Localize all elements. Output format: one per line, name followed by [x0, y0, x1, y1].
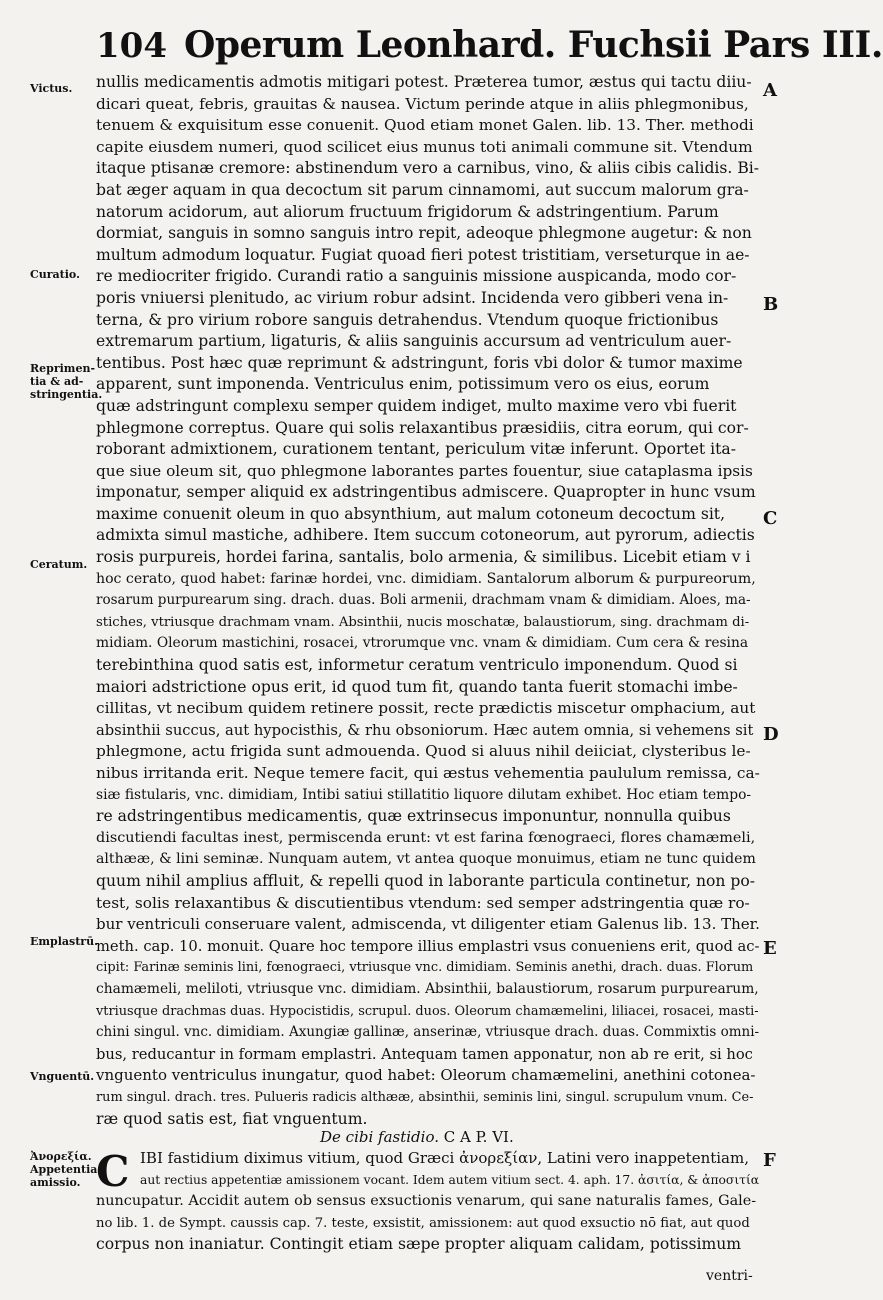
- text-line: midiam. Oleorum mastichini, rosacei, vtrorumque vnc. vnam & dimidiam. Cum cera & resina: [96, 635, 749, 652]
- text-line: nibus irritanda erit. Neque temere facit, qui æstus vehementia paululum remissa, ca-: [96, 764, 760, 782]
- margin-note-anorexia: Ἀνορεξία. Appetentia amissio.: [30, 1150, 98, 1189]
- text-line: terebinthina quod satis est, informetur ceratum ventriculo imponendum. Quod si: [96, 656, 738, 675]
- margin-note-curatio: Curatio.: [30, 268, 80, 281]
- text-line: siæ fistularis, vnc. dimidiam, Intibi satiui stillatitio liquore dilutam exhibet. Hoc etiam tempo-: [96, 786, 752, 803]
- section-letter-a: A: [763, 80, 777, 101]
- text-line: discutiendi facultas inest, permiscenda erunt: vt est farina fœnograeci, flores chamæmeli,: [96, 829, 756, 846]
- text-line: bur ventriculi conseruare valent, admiscenda, vt diligenter etiam Galenus lib. 13. Ther.: [96, 915, 760, 934]
- text-line: itaque ptisanæ cremore: abstinendum vero a carnibus, vino, & aliis cibis calidis. Bi-: [96, 159, 760, 178]
- margin-note-emplastrum: Emplastrū.: [30, 935, 98, 948]
- text-line: imponatur, semper aliquid ex adstringentibus admiscere. Quapropter in hunc vsum: [96, 483, 756, 502]
- chapter-text-line: corpus non inaniatur. Contingit etiam sæpe propter aliquam calidam, potissimum: [96, 1235, 742, 1254]
- section-letter-b: B: [763, 294, 779, 315]
- drop-cap: C: [96, 1147, 130, 1196]
- text-line: hoc cerato, quod habet: farinæ hordei, vnc. dimidiam. Santalorum alborum & purpureorum,: [96, 570, 756, 587]
- text-line: apparent, sunt imponenda. Ventriculus enim, potissimum vero os eius, eorum: [96, 375, 710, 394]
- chapter-title-text: De cibi fastidio.: [320, 1128, 439, 1146]
- catchword: ventri-: [706, 1268, 753, 1284]
- chapter-text-line: nuncupatur. Accidit autem ob sensus exsuctionis venarum, qui sane naturalis fames, Gale-: [96, 1193, 757, 1210]
- text-line: multum admodum loquatur. Fugiat quoad fieri potest tristitiam, verseturque in ae-: [96, 245, 750, 264]
- text-line: poris vniuersi plenitudo, ac virium robur adsint. Incidenda vero gibberi vena in-: [96, 288, 729, 307]
- text-line: nullis medicamentis admotis mitigari potest. Præterea tumor, æstus qui tactu diiu-: [96, 73, 752, 91]
- text-line: ræ quod satis est, fiat vnguentum.: [96, 1109, 368, 1128]
- text-line: chamæmeli, meliloti, vtriusque vnc. dimidiam. Absinthii, balaustiorum, rosarum purpurearum,: [96, 980, 759, 997]
- margin-note-ceratum: Ceratum.: [30, 558, 88, 571]
- text-line: quum nihil amplius affluit, & repelli quod in laborante particula continetur, non po-: [96, 871, 756, 890]
- margin-note-vnguentum: Vnguentū.: [30, 1070, 95, 1083]
- section-letter-e: E: [763, 938, 777, 959]
- text-line: vtriusque drachmas duas. Hypocistidis, scrupul. duos. Oleorum chamæmelini, liliacei, rosacei, masti-: [96, 1003, 759, 1019]
- chapter-text-line: no lib. 1. de Sympt. caussis cap. 7. teste, exsistit, amissionem: aut quod exsuctio nō fiat, aut quod: [96, 1215, 750, 1231]
- text-line: terna, & pro virium robore sanguis detrahendus. Vtendum quoque frictionibus: [96, 310, 719, 329]
- text-line: extremarum partium, ligaturis, & aliis sanguinis accursum ad ventriculum auer-: [96, 332, 732, 351]
- text-line: rum singul. drach. tres. Pulueris radicis althææ, absinthii, seminis lini, singul. scrupulum vnum. Ce-: [96, 1089, 754, 1105]
- text-line: tenuem & exquisitum esse conuenit. Quod etiam monet Galen. lib. 13. Ther. methodi: [96, 116, 754, 135]
- text-line: vnguento ventriculus inungatur, quod habet: Oleorum chamæmelini, anethini cotonea-: [96, 1066, 756, 1085]
- text-line: rosis purpureis, hordei farina, santalis, bolo armenia, & similibus. Licebit etiam v i: [96, 548, 751, 567]
- text-line: meth. cap. 10. monuit. Quare hoc tempore illius emplastri vsus conueniens erit, quod ac-: [96, 937, 760, 955]
- text-line: althææ, & lini seminæ. Nunquam autem, vt antea quoque monuimus, etiam ne tunc quidem: [96, 851, 756, 868]
- text-line: rosarum purpurearum sing. drach. duas. Boli armenii, drachmam vnam & dimidiam. Aloes, ma-: [96, 592, 751, 609]
- text-line: chini singul. vnc. dimidiam. Axungiæ gallinæ, anserinæ, vtriusque drach. duas. Commixtis omni-: [96, 1024, 760, 1041]
- text-line: re mediocriter frigido. Curandi ratio a sanguinis missione auspicanda, modo cor-: [96, 267, 737, 286]
- text-line: test, solis relaxantibus & discutientibus vtendum: sed semper adstringentia quæ ro-: [96, 893, 750, 912]
- text-line: dicari queat, febris, grauitas & nausea. Victum perinde atque in aliis phlegmonibus,: [96, 94, 749, 113]
- text-line: que siue oleum sit, quo phlegmone laborantes partes fouentur, siue cataplasma ipsis: [96, 461, 753, 480]
- text-line: maiori adstrictione opus erit, id quod tum fit, quando tanta fuerit stomachi imbe-: [96, 677, 738, 696]
- chapter-title: [320, 1128, 514, 1146]
- text-line: quæ adstringunt complexu semper quidem indiget, multo maxime vero vbi fuerit: [96, 396, 737, 415]
- text-line: roborant admixtionem, curationem tentant, periculum vitæ inferunt. Oportet ita-: [96, 440, 736, 459]
- text-line: phlegmone correptus. Quare qui solis relaxantibus præsidiis, citra eorum, qui cor-: [96, 418, 749, 437]
- running-title: Operum Leonhard. Fuchsii Pars III.: [184, 24, 883, 66]
- text-line: absinthii succus, aut hypocisthis, & rhu obsoniorum. Hæc autem omnia, si vehemens sit: [96, 721, 754, 739]
- section-letter-f: F: [763, 1150, 776, 1171]
- body-text: [96, 72, 760, 1130]
- text-line: re adstringentibus medicamentis, quæ extrinsecus imponuntur, nonnulla quibus: [96, 807, 731, 826]
- text-line: bat æger aquam in qua decoctum sit parum cinnamomi, aut succum malorum gra-: [96, 180, 749, 199]
- text-line: bus, reducantur in formam emplastri. Antequam tamen apponatur, non ab re erit, si hoc: [96, 1045, 753, 1063]
- text-line: stiches, vtriusque drachmam vnam. Absinthii, nucis moschatæ, balaustiorum, sing. drachmam di-: [96, 614, 750, 630]
- chapter-number: C A P. VI.: [443, 1128, 514, 1146]
- text-line: phlegmone, actu frigida sunt admouenda. Quod si aluus nihil deiiciat, clysteribus le-: [96, 742, 751, 761]
- chapter-text-line: IBI fastidium diximus vitium, quod Græci ἀνορεξίαν, Latini vero inappetentiam,: [140, 1149, 749, 1167]
- page-number: 104: [96, 26, 167, 66]
- margin-note-victus: Victus.: [30, 82, 73, 95]
- section-letter-c: C: [763, 508, 778, 529]
- text-line: capite eiusdem numeri, quod scilicet eius munus toti animali commune sit. Vtendum: [96, 137, 753, 156]
- chapter-text: [96, 1148, 760, 1256]
- text-line: cillitas, vt necibum quidem retinere possit, recte prædictis miscetur omphacium, aut: [96, 699, 756, 718]
- text-line: admixta simul mastiche, adhibere. Item succum cotoneorum, aut pyrorum, adiectis: [96, 526, 755, 545]
- chapter-text-line: aut rectius appetentiæ amissionem vocant. Idem autem vitium sect. 4. aph. 17. ἀσιτία, & ἀποσιτία: [140, 1172, 760, 1187]
- text-line: natorum acidorum, aut aliorum fructuum frigidorum & adstringentium. Parum: [96, 202, 719, 221]
- text-line: cipit: Farinæ seminis lini, fœnograeci, vtriusque vnc. dimidiam. Seminis anethi, drach. duas. Florum: [96, 960, 754, 976]
- text-line: maxime conuenit oleum in quo absynthium, aut malum cotoneum decoctum sit,: [96, 504, 726, 523]
- text-line: tentibus. Post hæc quæ reprimunt & adstringunt, foris vbi dolor & tumor maxime: [96, 353, 743, 372]
- margin-note-reprimentia: Reprimen- tia & ad- stringentia.: [30, 362, 103, 401]
- page-header: [92, 22, 883, 66]
- section-letter-d: D: [763, 724, 779, 745]
- text-line: dormiat, sanguis in somno sanguis intro repit, adeoque phlegmone augetur: & non: [96, 224, 752, 243]
